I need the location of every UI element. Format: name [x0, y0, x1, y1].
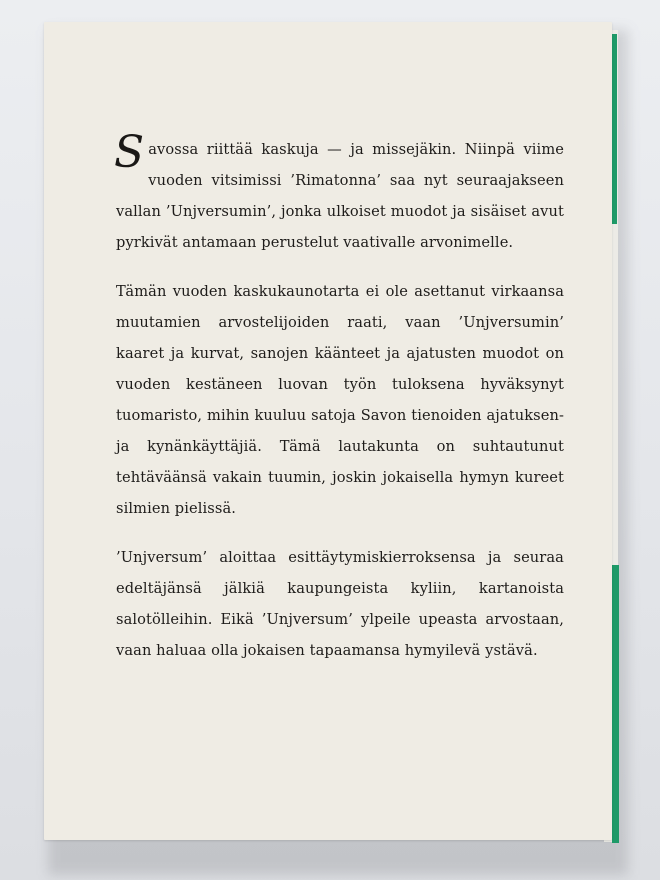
book-back-cover	[44, 22, 612, 840]
blurb-text	[114, 127, 564, 684]
blurb-paragraph-1	[114, 127, 564, 258]
green-spine-stripe-bottom	[612, 565, 619, 843]
blurb-paragraph-1-text: avossa riittää kaskuja — ja missejäkin. Niinpä viime vuoden vitsimissi ’Rimatonna’ saa nyt seuraajakseen vallan ’Unjversumin’, jonka ulkoiset muodot ja sisäiset avut pyrkivät antamaan perustelut vaativalle arvonimelle.	[116, 141, 564, 251]
drop-cap: S	[114, 127, 145, 178]
blurb-paragraph-2: Tämän vuoden kaskukaunotarta ei ole asettanut virkaansa muutamien arvostelijoiden raati, vaan ’Unjversumin’ kaaret ja kurvat, sanojen käänteet ja ajatusten muodot on vuoden kestäneen luovan työn tuloksena hyväksynyt tuomaristo, mihin kuuluu satoja Savon tienoiden ajatuksen- ja kynänkäyttäjiä. Tämä lautakunta on suhtautunut tehtäväänsä vakain tuumin, joskin jokaisella hymyn kureet silmien pielissä.	[116, 283, 564, 517]
blurb-paragraph-3: ’Unjversum’ aloittaa esittäytymiskierroksensa ja seuraa edeltäjänsä jälkiä kaupungeista kyliin, kartanoista salotölleihin. Eikä ’Unjversum’ ylpeile upeasta arvostaan, vaan haluaa olla jokaisen tapaamansa hymyilevä ystävä.	[116, 549, 564, 659]
